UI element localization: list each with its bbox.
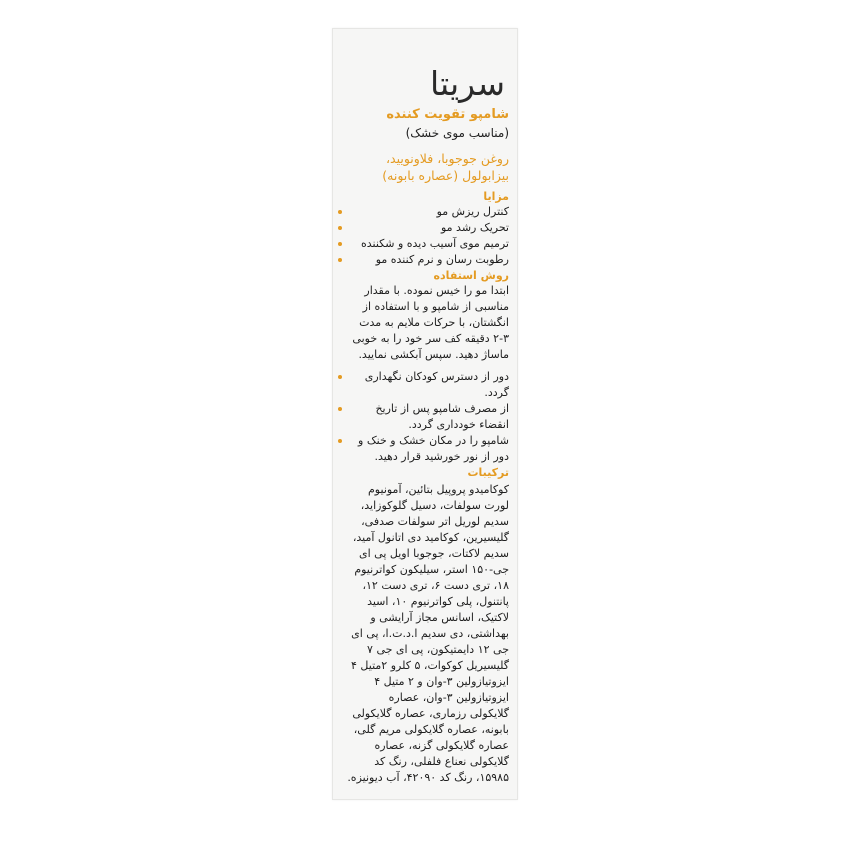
brand-logo: سریتا [429, 64, 505, 103]
bullet-icon [338, 242, 342, 246]
bullet-icon [338, 375, 342, 379]
product-subtitle: (مناسب موی خشک) [405, 126, 509, 140]
bullet-icon [338, 258, 342, 262]
warnings-list [347, 369, 509, 465]
warning-item: دور از دسترس کودکان نگهداری گردد. [347, 369, 509, 401]
benefit-item: کنترل ریزش مو [347, 204, 509, 220]
warning-item: شامپو را در مکان خشک و خنک و دور از نور خورشید قرار دهید. [347, 433, 509, 465]
bullet-icon [338, 210, 342, 214]
benefit-item: تحریک رشد مو [347, 220, 509, 236]
bullet-icon [338, 226, 342, 230]
composition-text: کوکامیدو پروپیل بتائین، آمونیوم لورت سولفات، دسیل گلوکوزاید، سدیم لوریل اتر سولفات صدفی، گلیسیرین، کوکامید دی اتانول آمید، سدیم لاکتات، جوجوبا اویل پی ای جی-۱۵۰ استر، سیلیکون کواترنیوم ۱۸، تری دست ۶، تری دست ۱۲، پانتنول، پلی کواترنیوم ۱۰، اسید لاکتیک، اسانس مجاز آرایشی و بهداشتی، دی سدیم ا.د.ت.ا، پی ای جی ۱۲ دایمتیکون، پی ای جی ۷ گلیسیریل کوکوات، ۵ کلرو ۲متیل ۴ ایزوتیازولین ۳-وان و ۲ متیل ۴ ایزوتیازولین ۳-وان، عصاره گلایکولی رزماری، عصاره گلایکولی بابونه، عصاره گلایکولی مریم گلی، عصاره گلایکولی گزنه، عصاره گلایکولی نعناع فلفلی، رنگ کد ۱۵۹۸۵، رنگ کد ۴۲۰۹۰، آب دیونیزه. [347, 483, 509, 784]
benefit-item: ترمیم موی آسیب دیده و شکننده [347, 236, 509, 252]
product-title: شامپو تقویت کننده [386, 107, 509, 122]
product-label-panel [332, 28, 518, 800]
key-ingredients: روغن جوجوبا، فلاونویید، بیزابولول (عصاره بابونه) [382, 151, 509, 183]
usage-heading: روش استفاده [433, 269, 509, 282]
label-body [347, 189, 509, 786]
bullet-icon [338, 407, 342, 411]
bullet-icon [338, 439, 342, 443]
benefits-list [347, 204, 509, 268]
benefit-item: رطوبت رسان و نرم کننده مو [347, 252, 509, 268]
composition-heading: ترکیبات [467, 466, 509, 479]
warning-item: از مصرف شامپو پس از تاریخ انقضاء خودداری گردد. [347, 401, 509, 433]
benefits-heading: مزایا [483, 190, 509, 203]
usage-text: ابتدا مو را خیس نموده. با مقدار مناسبی از شامپو و با استفاده از انگشتان، با حرکات ملایم به مدت ۳-۲ دقیقه کف سر خود را به خوبی ماساژ دهید. سپس آبکشی نمایید. [352, 284, 509, 361]
